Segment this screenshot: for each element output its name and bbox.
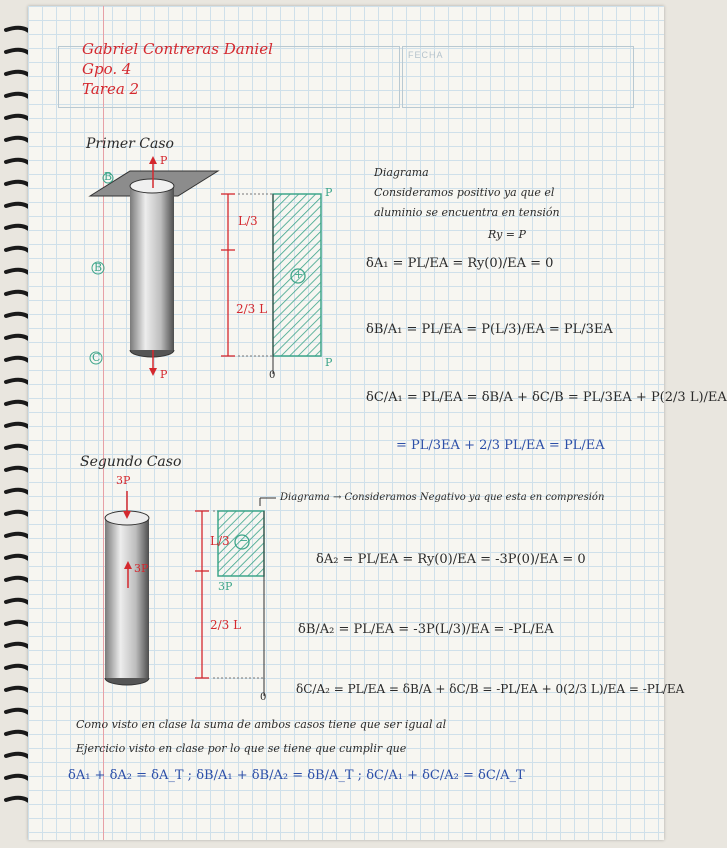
case1-diagram-zero: 0 [269, 370, 276, 381]
case2-title: Segundo Caso [80, 454, 182, 470]
case1-eq2: δB/A₁ = PL/EA = P(L/3)/EA = PL/3EA [366, 322, 613, 337]
case1-diagram-sign: + [294, 268, 304, 281]
case1-note-1: Diagrama [374, 166, 429, 179]
task-label: Tarea 2 [82, 80, 140, 98]
conclusion-line2: Ejercicio visto en clase por lo que se tiene que cumplir que [76, 742, 407, 755]
case1-eq3: δC/A₁ = PL/EA = δB/A + δC/B = PL/3EA + P(2/3 L)/EA [366, 390, 727, 405]
header-date-label: FECHA [408, 50, 444, 60]
case1-length-top: L/3 [238, 214, 258, 228]
case1-force-top-label: P [160, 154, 168, 167]
case1-point-c: C [92, 351, 101, 364]
case1-point-b-mid: B [94, 261, 103, 274]
case2-diagram-sign: − [239, 534, 249, 547]
case1-point-b-top: B [104, 170, 113, 183]
conclusion-line1: Como visto en clase la suma de ambos casos tiene que ser igual al [76, 718, 447, 731]
case2-eq3: δC/A₂ = PL/EA = δB/A + δC/B = -PL/EA + 0(2/3 L)/EA = -PL/EA [296, 682, 685, 696]
case1-note-2: Consideramos positivo ya que el [374, 186, 555, 199]
case1-diagram-top-p: P [325, 186, 333, 199]
case2-length-top: L/3 [210, 534, 230, 548]
case2-diagram-zero: 0 [260, 692, 267, 703]
case2-force-mid-label: 3P [134, 562, 149, 575]
notebook-page [28, 6, 727, 840]
case1-force-bottom-label: P [160, 368, 168, 381]
case1-eq1: δA₁ = PL/EA = Ry(0)/EA = 0 [366, 256, 554, 271]
case2-eq1: δA₂ = PL/EA = Ry(0)/EA = -3P(0)/EA = 0 [316, 552, 586, 567]
case1-figure [28, 6, 664, 840]
case2-force-top-label: 3P [116, 474, 131, 487]
case1-title: Primer Caso [86, 136, 174, 152]
case1-bar [130, 186, 174, 350]
group-label: Gpo. 4 [82, 60, 132, 78]
case1-eq4: = PL/3EA + 2/3 PL/EA = PL/EA [396, 438, 605, 453]
case2-eq2: δB/A₂ = PL/EA = -3P(L/3)/EA = -PL/EA [298, 622, 554, 637]
case1-length-bottom: 2/3 L [236, 302, 268, 316]
case2-bar [105, 518, 149, 678]
student-name: Gabriel Contreras Daniel [82, 40, 273, 58]
case2-length-bottom: 2/3 L [210, 618, 242, 632]
case2-diagram-value: 3P [218, 580, 233, 593]
case2-note: Diagrama → Consideramos Negativo ya que esta en compresión [280, 492, 605, 503]
conclusion-line3: δA₁ + δA₂ = δA_T ; δB/A₁ + δB/A₂ = δB/A_T ; δC/A₁ + δC/A₂ = δC/A_T [68, 768, 525, 783]
case1-reaction: Ry = P [488, 228, 526, 241]
case1-diagram-bottom-p: P [325, 356, 333, 369]
case1-note-3: aluminio se encuentra en tensión [374, 206, 560, 219]
